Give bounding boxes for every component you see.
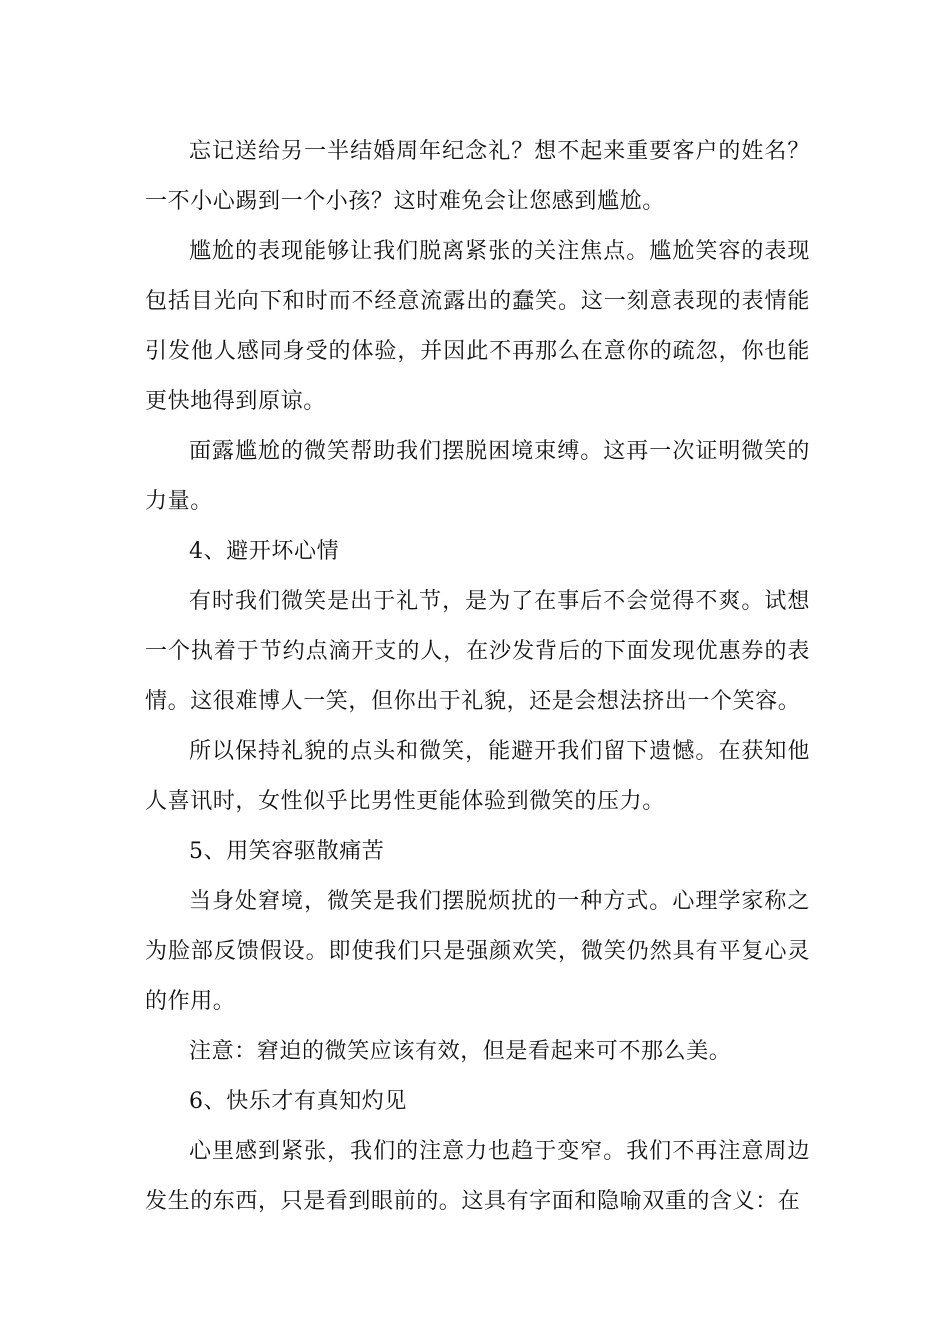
paragraph: 心里感到紧张，我们的注意力也趋于变窄。我们不再注意周边发生的东西，只是看到眼前的。这具有字面和隐喻双重的含义：在 (145, 1139, 810, 1214)
paragraph: 当身处窘境，微笑是我们摆脱烦扰的一种方式。心理学家称之为脸部反馈假设。即使我们只是强颜欢笑，微笑仍然具有平复心灵的作用。 (145, 889, 810, 1014)
paragraph: 尴尬的表现能够让我们脱离紧张的关注焦点。尴尬笑容的表现包括目光向下和时而不经意流露出的蠢笑。这一刻意表现的表情能引发他人感同身受的体验，并因此不再那么在意你的疏忽，你也能更快地得到原谅。 (145, 239, 810, 414)
note-paragraph: 注意：窘迫的微笑应该有效，但是看起来可不那么美。 (189, 1039, 732, 1064)
document-body (145, 127, 810, 1227)
paragraph: 有时我们微笑是出于礼节，是为了在事后不会觉得不爽。试想一个执着于节约点滴开支的人，在沙发背后的下面发现优惠券的表情。这很难博人一笑，但你出于礼貌，还是会想法挤出一个笑容。 (145, 589, 810, 714)
section-heading: 6、快乐才有真知灼见 (189, 1089, 407, 1114)
paragraph: 所以保持礼貌的点头和微笑，能避开我们留下遗憾。在获知他人喜讯时，女性似乎比男性更能体验到微笑的压力。 (145, 739, 810, 814)
section-heading: 4、避开坏心情 (189, 539, 340, 564)
paragraph: 面露尴尬的微笑帮助我们摆脱困境束缚。这再一次证明微笑的力量。 (145, 439, 810, 514)
section-heading: 5、用笑容驱散痛苦 (189, 839, 385, 864)
paragraph: 忘记送给另一半结婚周年纪念礼？想不起来重要客户的姓名？一不小心踢到一个小孩？这时难免会让您感到尴尬。 (145, 139, 810, 214)
